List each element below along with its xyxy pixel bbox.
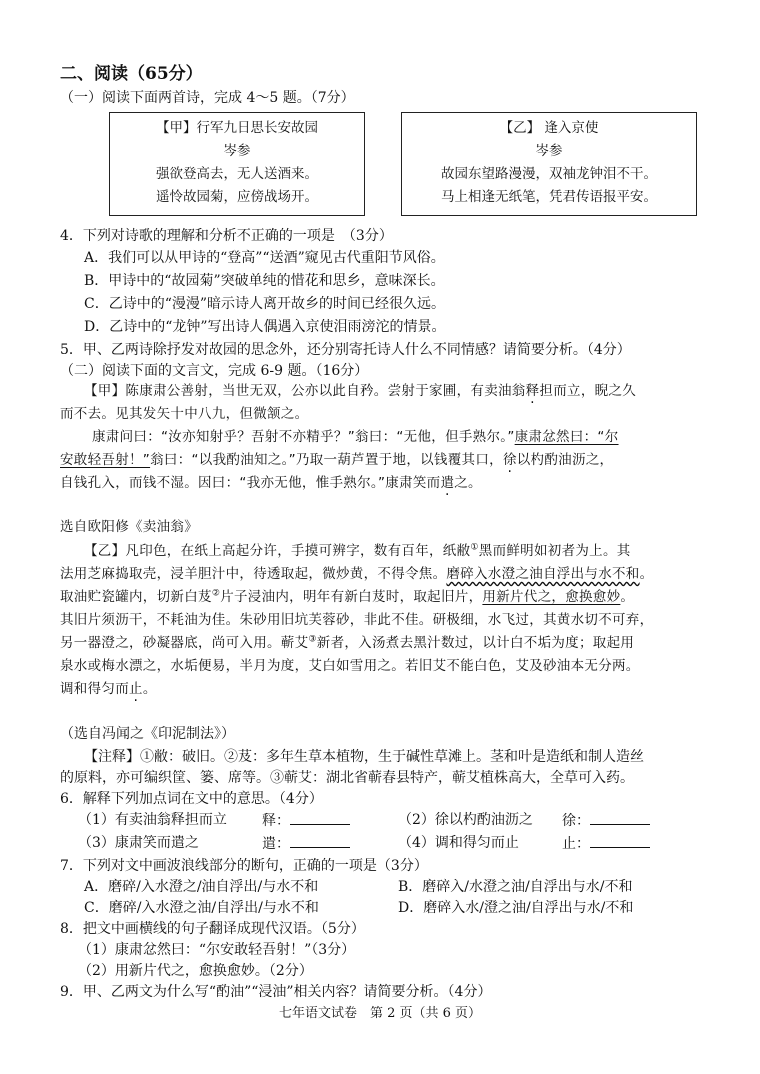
q6-item1: （1）有卖油翁释担而立 [78,812,227,828]
q9-stem: 9．甲、乙两文为什么写“酌油”“浸油”相关内容？请简要分析。（4分） [60,984,492,1000]
q6-item2-answer[interactable]: 徐： [562,810,650,831]
dotted-word-xu: 徐 [502,452,517,468]
q4-option-d: D．乙诗中的“龙钟”写出诗人偶遇入京使泪雨滂沱的情景。 [84,319,446,335]
text-a-line1: 【甲】陈康肃公善射，当世无双，公亦以此自矜。尝射于家圃，有卖油翁释担而立，睨之久 [84,383,637,399]
part1-intro: （一）阅读下面两首诗，完成 4～5 题。（7分） [60,90,355,106]
underlined-sentence-2: 用新片代之，愈换愈妙 [482,589,621,605]
part2-intro: （二）阅读下面的文言文，完成 6-9 题。（16分） [60,363,369,379]
poem-a-box [109,112,365,216]
q6-stem: 6．解释下列加点词在文中的意思。（4分） [60,791,323,807]
poem-b-author: 岑参 [535,143,563,159]
q8-stem: 8．把文中画横线的句子翻译成现代汉语。（5分） [60,921,365,937]
poem-b-title: 【乙】 逢入京使 [499,120,599,136]
page-footer: 七年语文试卷 第 2 页（共 6 页） [278,1006,482,1021]
q6-item2: （2）徐以杓酌油沥之 [398,812,533,828]
q7-option-b: B．磨碎入/水澄之油/自浮出与水/不和 [398,879,633,895]
q6-item3: （3）康肃笑而遣之 [78,835,199,851]
text-b-line5: 另一器澄之，砂凝器底，尚可入用。蕲艾③新者，入汤煮去黑汁数过，以计白不垢为度；取起用 [60,634,635,651]
q7-stem: 7．下列对文中画波浪线部分的断句，正确的一项是（3分） [60,858,428,874]
q8-item2: （2）用新片代之，愈换愈妙。（2分） [78,963,313,979]
poem-b-line2: 马上相逢无纸笔，凭君传语报平安。 [441,189,657,205]
q4-option-c: C．乙诗中的“漫漫”暗示诗人离开故乡的时间已经很久远。 [84,296,446,312]
poem-b-line1: 故园东望路漫漫，双袖龙钟泪不干。 [441,166,657,182]
poem-a-line2: 遥怜故园菊，应傍战场开。 [156,189,318,205]
q4-option-b: B．甲诗中的“故园菊”突破单纯的惜花和思乡，意味深长。 [84,273,445,289]
source-a: 选自欧阳修《卖油翁》 [60,519,198,535]
q8-item1: （1）康肃忿然曰：“尔安敢轻吾射！”（3分） [78,942,356,958]
dotted-word-zhi: 止 [129,681,143,697]
section-title: 二、阅读（65分） [60,64,203,84]
source-b: （选自冯闻之《印泥制法》） [60,726,235,742]
underlined-sentence: 康肃忿然曰：“尔 [514,429,619,445]
text-b-line7: 调和得匀而止。 [60,681,157,697]
q6-item3-answer[interactable]: 遣： [262,833,350,854]
q7-option-c: C．磨碎/入水澄之油/自浮出/与水不和 [84,900,319,916]
text-a-line2: 而不去。见其发矢十中八九，但微颔之。 [60,406,309,422]
text-b-line1: 【乙】凡印色，在纸上高起分许，手摸可辨字，数有百年，纸敝①黑而鲜明如初者为上。其 [84,542,631,559]
q7-option-a: A．磨碎/入水澄之/油自浮出/与水不和 [84,879,319,895]
q6-item4-answer[interactable]: 止： [562,833,650,854]
q6-item4: （4）调和得匀而止 [398,835,519,851]
text-a-line4: 安敢轻吾射！”翁曰：“以我酌油知之。”乃取一葫芦置于地，以钱覆其口，徐以杓酌油沥之， [60,452,614,468]
text-b-line4: 其旧片须沥干，不耗油为佳。朱砂用旧坑芙蓉砂，非此不佳。研极细，水飞过，其黄水切不可弃， [60,612,654,628]
q5-stem: 5．甲、乙两诗除抒发对故园的思念外，还分别寄托诗人什么不同情感？请简要分析。（4分） [60,342,631,358]
poem-b-box [401,112,697,216]
poem-a-line1: 强欲登高去，无人送酒来。 [156,166,318,182]
dotted-word-qian: 遣 [440,475,455,491]
wavy-underline-sentence: 磨碎入水澄之油自浮出与水不和 [446,566,640,582]
q7-option-d: D．磨碎入水/澄之油/自浮出与水/不和 [398,900,634,916]
text-b-line3: 取油贮瓷罐内，切新白芨②片子浸油内，明年有新白芨时，取起旧片，用新片代之，愈换愈妙。 [60,588,635,605]
poem-a-author: 岑参 [223,143,251,159]
notes-line1: 【注释】①敝：破旧。②芨：多年生草本植物，生于碱性草滩上。茎和叶是造纸和制人造丝 [84,749,644,765]
text-a-line5: 自钱孔入，而钱不湿。因曰：“我亦无他，惟手熟尔。”康肃笑而遣之。 [60,475,482,491]
dotted-word-shi: 释 [525,383,540,399]
q6-item1-answer[interactable]: 释： [262,810,350,831]
text-a-line3: 康肃问曰：“汝亦知射乎？吾射不亦精乎？”翁曰：“无他，但手熟尔。”康肃忿然曰：“尔 [92,429,619,445]
poem-a-title: 【甲】行军九日思长安故园 [156,120,318,136]
q4-stem: 4．下列对诗歌的理解和分析不正确的一项是 （3分） [60,228,393,244]
text-b-line6: 泉水或梅水漂之，水垢便易，半月为度，艾白如雪用之。若旧艾不能白色，艾及砂油本无分两。 [60,658,640,674]
text-b-line2: 法用芝麻捣取壳，浸羊胆汁中，待透取起，微炒黄，不得令焦。磨碎入水澄之油自浮出与水不和。 [60,566,654,582]
q4-option-a: A．我们可以从甲诗的“登高”“送酒”窥见古代重阳节风俗。 [84,250,445,266]
notes-line2: 的原料，亦可编织筐、篓、席等。③蕲艾：湖北省蕲春县特产，蕲艾植株高大，全草可入药。 [60,770,634,786]
